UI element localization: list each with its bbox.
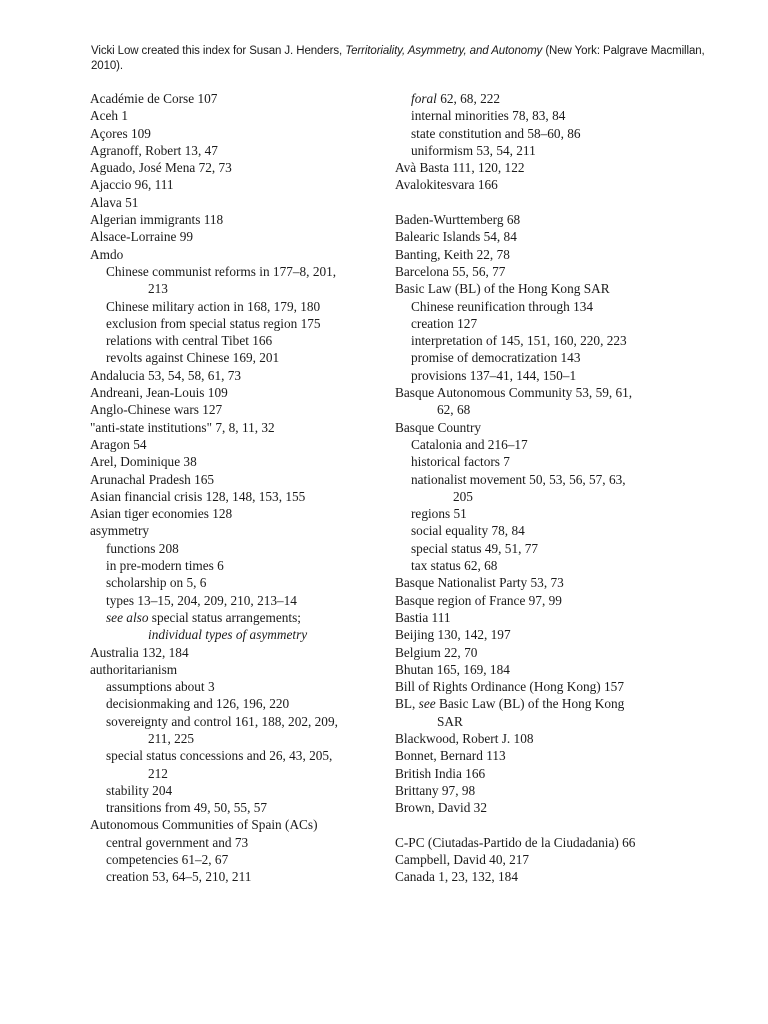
index-subentry xyxy=(90,540,380,557)
entry-text: types 13–15, 204, 209, 210, 213–14 xyxy=(106,592,297,608)
entry-lead: BL, xyxy=(395,696,419,712)
index-entry xyxy=(395,799,695,816)
entry-text: scholarship on 5, 6 xyxy=(106,575,207,591)
entry-text: Barcelona 55, 56, 77 xyxy=(395,263,506,279)
entry-text: sovereignty and control 161, 188, 202, 209, xyxy=(106,713,338,729)
index-entry xyxy=(395,263,695,280)
index-subentry xyxy=(395,557,695,574)
entry-text: Aceh 1 xyxy=(90,108,129,124)
index-entry xyxy=(395,626,695,643)
index-entry xyxy=(395,678,695,695)
cross-reference-term: see also xyxy=(106,609,149,625)
entry-text: asymmetry xyxy=(90,523,150,539)
entry-text: Aguado, José Mena 72, 73 xyxy=(90,160,232,176)
entry-text: Chinese communist reforms in 177–8, 201, xyxy=(106,263,337,279)
entry-text: creation 127 xyxy=(411,315,478,331)
entry-text: Blackwood, Robert J. 108 xyxy=(395,730,534,746)
entry-text: central government and 73 xyxy=(106,834,249,850)
index-entry xyxy=(395,592,695,609)
index-subentry xyxy=(395,505,695,522)
index-entry xyxy=(395,834,695,851)
entry-text: relations with central Tibet 166 xyxy=(106,333,273,349)
index-subentry xyxy=(90,263,380,280)
entry-text: Catalonia and 216–17 xyxy=(411,436,528,452)
entry-text: tax status 62, 68 xyxy=(411,558,498,574)
entry-text: Açores 109 xyxy=(90,125,151,141)
entry-text: exclusion from special status region 175 xyxy=(106,315,321,331)
index-entry-continuation xyxy=(90,280,380,297)
index-entry xyxy=(90,211,380,228)
index-subentry xyxy=(90,315,380,332)
index-entry xyxy=(90,367,380,384)
index-entry xyxy=(90,228,380,245)
entry-text: Chinese reunification through 134 xyxy=(411,298,594,314)
entry-text: interpretation of 145, 151, 160, 220, 223 xyxy=(411,333,627,349)
index-entry xyxy=(395,661,695,678)
entry-text: Alsace-Lorraine 99 xyxy=(90,229,193,245)
index-subentry xyxy=(90,851,380,868)
entry-text: Avalokitesvara 166 xyxy=(395,177,498,193)
index-entry xyxy=(395,730,695,747)
entry-text: Académie de Corse 107 xyxy=(90,91,218,106)
entry-text: authoritarianism xyxy=(90,661,178,677)
entry-text: Asian tiger economies 128 xyxy=(90,506,233,522)
index-subentry xyxy=(90,834,380,851)
entry-text: revolts against Chinese 169, 201 xyxy=(106,350,280,366)
index-subentry xyxy=(90,799,380,816)
entry-text: Basic Law (BL) of the Hong Kong SAR xyxy=(395,281,610,297)
entry-text: Banting, Keith 22, 78 xyxy=(395,246,510,262)
index-entry-continuation xyxy=(395,488,695,505)
index-subentry xyxy=(395,142,695,159)
entry-text: provisions 137–41, 144, 150–1 xyxy=(411,367,577,383)
entry-text: state constitution and 58–60, 86 xyxy=(411,125,581,141)
index-subentry xyxy=(395,471,695,488)
index-entry xyxy=(90,142,380,159)
entry-text: Autonomous Communities of Spain (ACs) xyxy=(90,817,318,833)
entry-text: special status concessions and 26, 43, 205, xyxy=(106,748,333,764)
index-entry xyxy=(395,868,695,885)
entry-text: Bastia 111 xyxy=(395,609,451,625)
index-entry-continuation xyxy=(90,765,380,782)
entry-text: special status 49, 51, 77 xyxy=(411,540,539,556)
index-entry xyxy=(90,401,380,418)
index-entry-continuation xyxy=(395,401,695,418)
index-entry xyxy=(395,246,695,263)
entry-text: British India 166 xyxy=(395,765,486,781)
index-entry xyxy=(90,522,380,539)
index-entry xyxy=(90,488,380,505)
entry-text: Andalucia 53, 54, 58, 61, 73 xyxy=(90,367,242,383)
index-subentry xyxy=(90,678,380,695)
index-entry xyxy=(90,90,380,107)
index-entry xyxy=(395,211,695,228)
index-entry-continuation xyxy=(90,730,380,747)
index-subentry xyxy=(90,747,380,764)
entry-text: Arel, Dominique 38 xyxy=(90,454,197,470)
entry-text: transitions from 49, 50, 55, 57 xyxy=(106,800,268,816)
index-column-left xyxy=(90,90,380,886)
index-subentry xyxy=(90,574,380,591)
index-entry xyxy=(395,765,695,782)
entry-text: Bhutan 165, 169, 184 xyxy=(395,661,510,677)
entry-text: creation 53, 64–5, 210, 211 xyxy=(106,869,252,885)
index-subentry xyxy=(90,592,380,609)
index-subentry xyxy=(90,298,380,315)
entry-text: Baden-Wurttemberg 68 xyxy=(395,212,521,228)
index-subentry xyxy=(90,557,380,574)
index-subentry xyxy=(90,713,380,730)
index-entry xyxy=(90,176,380,193)
index-entry xyxy=(90,436,380,453)
index-subentry xyxy=(90,782,380,799)
entry-text: assumptions about 3 xyxy=(106,679,215,695)
entry-text: Agranoff, Robert 13, 47 xyxy=(90,142,218,158)
index-subentry xyxy=(395,367,695,384)
index-entry xyxy=(90,453,380,470)
entry-text: 62, 68 xyxy=(437,402,471,418)
index-entry xyxy=(395,159,695,176)
index-entry xyxy=(90,505,380,522)
entry-text: Aragon 54 xyxy=(90,436,147,452)
entry-text: Chinese military action in 168, 179, 180 xyxy=(106,298,321,314)
index-entry xyxy=(90,159,380,176)
index-subentry xyxy=(395,436,695,453)
entry-text: Beijing 130, 142, 197 xyxy=(395,627,511,643)
index-entry xyxy=(90,661,380,678)
entry-text: special status arrangements; xyxy=(148,609,301,625)
entry-text: Amdo xyxy=(90,246,124,262)
cross-reference-term: foral xyxy=(411,91,437,106)
index-entry xyxy=(395,176,695,193)
entry-text: Andreani, Jean-Louis 109 xyxy=(90,385,228,401)
entry-text: Alava 51 xyxy=(90,194,139,210)
book-title: Territoriality, Asymmetry, and Autonomy xyxy=(345,45,543,57)
index-subentry xyxy=(395,298,695,315)
entry-text: Balearic Islands 54, 84 xyxy=(395,229,517,245)
entry-text: 211, 225 xyxy=(148,730,195,746)
index-entry xyxy=(395,747,695,764)
entry-text: Canada 1, 23, 132, 184 xyxy=(395,869,518,885)
index-column-right xyxy=(395,90,695,886)
entry-text: SAR xyxy=(437,713,463,729)
entry-text: Basque region of France 97, 99 xyxy=(395,592,562,608)
index-entry xyxy=(90,194,380,211)
entry-text: Australia 132, 184 xyxy=(90,644,189,660)
entry-text: competencies 61–2, 67 xyxy=(106,852,229,868)
index-entry xyxy=(395,782,695,799)
entry-text: 213 xyxy=(148,281,168,297)
index-subentry xyxy=(395,332,695,349)
entry-text: uniformism 53, 54, 211 xyxy=(411,142,536,158)
entry-text: Asian financial crisis 128, 148, 153, 155 xyxy=(90,488,306,504)
index-entry xyxy=(395,574,695,591)
entry-text: Bonnet, Bernard 113 xyxy=(395,748,506,764)
index-entry xyxy=(395,695,695,712)
index-entry xyxy=(395,644,695,661)
index-subentry xyxy=(90,695,380,712)
entry-text: decisionmaking and 126, 196, 220 xyxy=(106,696,290,712)
entry-text: C-PC (Ciutadas-Partido de la Ciudadania) 66 xyxy=(395,834,636,850)
entry-text: 62, 68, 222 xyxy=(436,91,501,106)
entry-text: Belgium 22, 70 xyxy=(395,644,478,660)
entry-text: individual types of asymmetry xyxy=(148,627,308,643)
entry-text: "anti-state institutions" 7, 8, 11, 32 xyxy=(90,419,275,435)
entry-text: Algerian immigrants 118 xyxy=(90,212,224,228)
index-entry xyxy=(395,384,695,401)
index-entry xyxy=(90,816,380,833)
entry-text: Brittany 97, 98 xyxy=(395,782,476,798)
entry-text: Anglo-Chinese wars 127 xyxy=(90,402,223,418)
credit-text: Vicki Low created this index for Susan J. Henders, xyxy=(91,45,346,57)
entry-text: Arunachal Pradesh 165 xyxy=(90,471,215,487)
credit-publisher: (New York: Palgrave Macmillan, 2010). xyxy=(91,45,705,72)
entry-text: social equality 78, 84 xyxy=(411,523,525,539)
index-subentry xyxy=(395,107,695,124)
index-entry xyxy=(90,107,380,124)
entry-text: internal minorities 78, 83, 84 xyxy=(411,108,566,124)
index-subentry xyxy=(395,349,695,366)
index-entry xyxy=(395,228,695,245)
index-entry xyxy=(395,851,695,868)
cross-reference-term: see xyxy=(418,696,436,712)
entry-text: Campbell, David 40, 217 xyxy=(395,852,530,868)
index-spacer xyxy=(395,816,695,833)
index-entry xyxy=(90,419,380,436)
index-subentry xyxy=(90,609,380,626)
entry-text: in pre-modern times 6 xyxy=(106,558,224,574)
index-subentry xyxy=(395,90,695,107)
index-entry xyxy=(90,384,380,401)
index-credit xyxy=(91,44,711,74)
entry-text: Basic Law (BL) of the Hong Kong xyxy=(435,696,625,712)
entry-text: Brown, David 32 xyxy=(395,800,487,816)
entry-text: regions 51 xyxy=(411,506,467,522)
entry-text: Basque Autonomous Community 53, 59, 61, xyxy=(395,385,633,401)
index-entry xyxy=(90,471,380,488)
entry-text: stability 204 xyxy=(106,782,173,798)
entry-text: Ajaccio 96, 111 xyxy=(90,177,174,193)
index-subentry xyxy=(90,349,380,366)
index-spacer xyxy=(395,194,695,211)
index-subentry xyxy=(90,332,380,349)
index-entry xyxy=(395,609,695,626)
index-entry xyxy=(90,246,380,263)
entry-text: Basque Country xyxy=(395,419,482,435)
entry-text: Avà Basta 111, 120, 122 xyxy=(395,160,525,176)
index-subentry xyxy=(90,868,380,885)
index-subentry xyxy=(395,315,695,332)
index-entry xyxy=(90,644,380,661)
entry-text: promise of democratization 143 xyxy=(411,350,581,366)
entry-text: nationalist movement 50, 53, 56, 57, 63, xyxy=(411,471,626,487)
entry-text: Bill of Rights Ordinance (Hong Kong) 157 xyxy=(395,679,624,695)
index-entry-continuation xyxy=(90,626,380,643)
entry-text: historical factors 7 xyxy=(411,454,510,470)
index-entry xyxy=(395,280,695,297)
entry-text: 212 xyxy=(148,765,168,781)
index-subentry xyxy=(395,522,695,539)
index-subentry xyxy=(395,453,695,470)
entry-text: functions 208 xyxy=(106,540,179,556)
index-entry xyxy=(395,419,695,436)
index-entry xyxy=(90,125,380,142)
entry-text: 205 xyxy=(453,488,473,504)
index-entry-continuation xyxy=(395,713,695,730)
entry-text: Basque Nationalist Party 53, 73 xyxy=(395,575,564,591)
index-subentry xyxy=(395,125,695,142)
index-subentry xyxy=(395,540,695,557)
